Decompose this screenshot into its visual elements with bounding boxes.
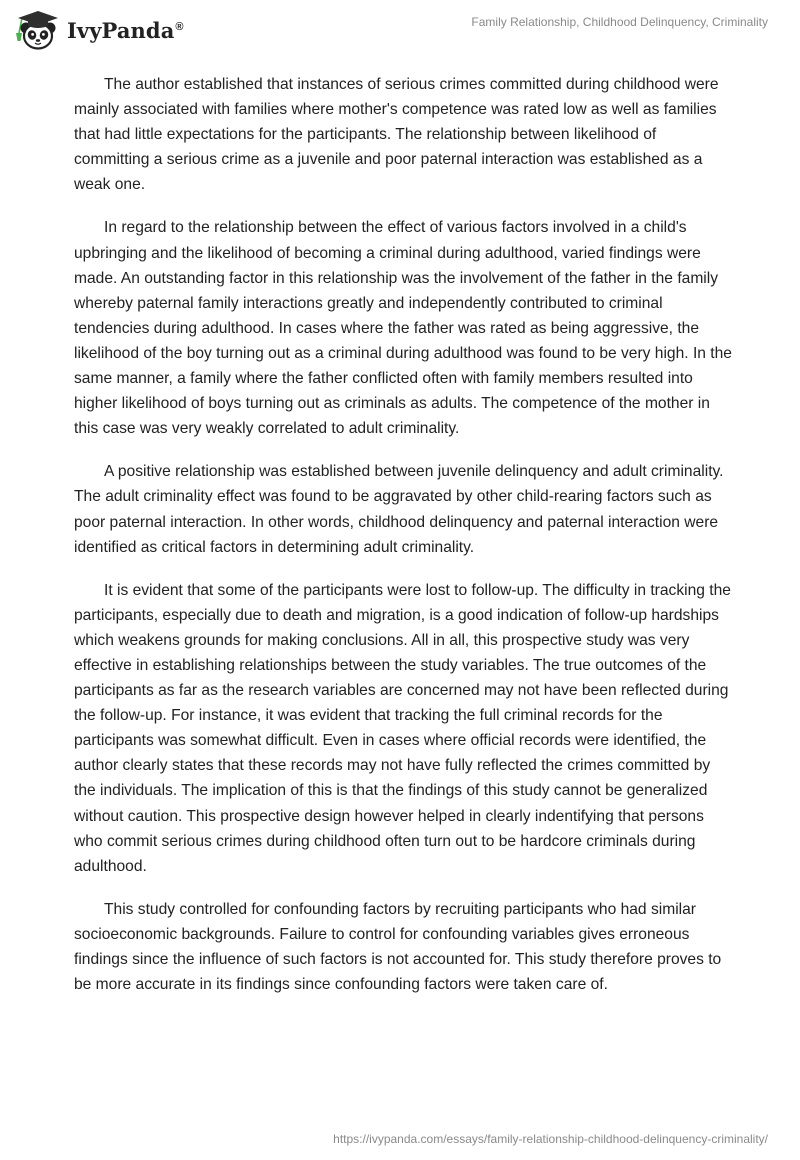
panda-graduate-icon bbox=[14, 9, 62, 51]
page-header bbox=[0, 0, 800, 60]
paragraph: A positive relationship was established between juvenile delinquency and adult criminality. The adult criminality effect was found to be aggravated by other child-rearing factors such as poor paternal interaction. In other words, childhood delinquency and paternal interaction were identified as critical factors in determining adult criminality. bbox=[74, 463, 724, 556]
registered-mark: ® bbox=[175, 20, 184, 33]
source-url[interactable]: https://ivypanda.com/essays/family-relationship-childhood-delinquency-criminality/ bbox=[333, 1132, 768, 1146]
paragraph: This study controlled for confounding factors by recruiting participants who had similar socioeconomic backgrounds. Failure to control for confounding variables gives erroneous findings since the influence of such factors is not accounted for. This study therefore proves to be more accurate in its findings since confounding factors were taken care of. bbox=[74, 900, 722, 994]
brand-name: IvyPanda® bbox=[67, 17, 184, 43]
paragraph: It is evident that some of the participants were lost to follow-up. The difficulty in tracking the participants, especially due to death and migration, is a good indication of follow-up hardships which weakens grounds for making conclusions. All in all, this prospective study was very effective in establishing relationships between the study variables. The true outcomes of the participants as far as the research variables are concerned may not have been reflected during the follow-up. For instance, it was evident that tracking the full criminal records for the participants was somewhat difficult. Even in cases where official records were identified, the author clearly states that these records may not have fully reflected the crimes committed by the individuals. The implication of this is that the findings of this study cannot be generalized without caution. This prospective design however helped in clearly indentifying that persons who commit serious crimes during childhood often turn out to be hardcore criminals during adulthood. bbox=[74, 581, 731, 875]
paragraph: In regard to the relationship between the effect of various factors involved in a child's upbringing and the likelihood of becoming a criminal during adulthood, varied findings were made. An outstanding factor in this relationship was the involvement of the father in the family whereby paternal family interactions greatly and independently contributed to criminal tendencies during adulthood. In cases where the father was rated as being aggressive, the likelihood of the boy turning out as a criminal during adulthood was found to be very high. In the same manner, a family where the father conflicted often with family members resulted into higher likelihood of boys turning out as criminals as adults. The competence of the mother in this case was very weakly correlated to adult criminality. bbox=[74, 219, 732, 438]
article-body bbox=[74, 72, 734, 1015]
document-title: Family Relationship, Childhood Delinquency, Criminality bbox=[471, 15, 768, 29]
paragraph: The author established that instances of serious crimes committed during childhood were mainly associated with families where mother's competence was rated low as well as families that had little expectations for the participants. The relationship between likelihood of committing a serious crime as a juvenile and poor paternal interaction was established as a weak one. bbox=[74, 76, 719, 194]
brand-logo[interactable] bbox=[14, 9, 184, 51]
